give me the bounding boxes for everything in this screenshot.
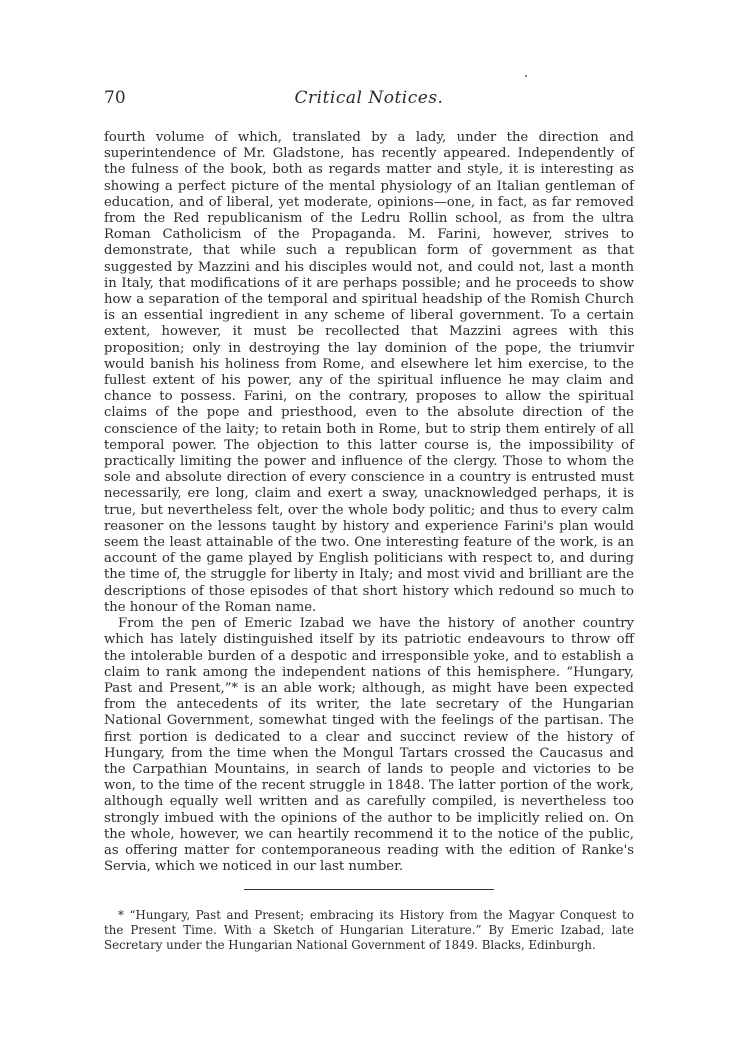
paragraph-hungary: From the pen of Emeric Izabad we have the history of another country which has lately distinguished itself by its patriotic endeavours to throw off the intolerable burden of a despotic and irresponsible yoke, and to establish a claim to rank among the independent nations of this hemisphere. “Hungary, Past and Present,”* is an able work; although, as might have been expected from the antecedents of its writer, the late secretary of the Hungarian National Government, somewhat tinged with the feelings of the partisan. The first portion is dedicated to a clear and succinct review of the history of Hungary, from the time when the Mongul Tartars crossed the Caucasus and the Carpathian Mountains, in search of lands to people and victories to be won, to the time of the recent struggle in 1848. The latter portion of the work, although equally well written and as carefully compiled, is nevertheless too strongly imbued with the opinions of the author to be implicitly relied on. On the whole, however, we can heartily recommend it to the notice of the public, as offering matter for contemporaneous reading with the edition of Ranke's Servia, which we noticed in our last number.	[104, 616, 634, 875]
print-speck	[525, 75, 527, 77]
page-number: 70	[104, 88, 126, 108]
footnote-rule	[244, 889, 494, 890]
running-head: Critical Notices.	[294, 88, 444, 108]
page-header	[104, 86, 634, 116]
body-text	[104, 130, 634, 875]
paragraph-farini: fourth volume of which, translated by a lady, under the direction and superintendence of Mr. Gladstone, has recently appeared. Independently of the fulness of the book, both as regards matter and style, it is interesting as showing a perfect picture of the mental physiology of an Italian gentleman of education, and of liberal, yet moderate, opinions—one, in fact, as far removed from the Red republicanism of the Ledru Rollin school, as from the ultra Roman Catholicism of the Propaganda. M. Farini, however, strives to demonstrate, that while such a republican form of government as that suggested by Mazzini and his disciples would not, and could not, last a month in Italy, that modifications of it are perhaps possible; and he proceeds to show how a separation of the temporal and spiritual headship of the Romish Church is an essential ingredient in any scheme of liberal government. To a certain extent, however, it must be recollected that Mazzini agrees with this proposition; only in destroying the lay dominion of the pope, the triumvir would banish his holiness from Rome, and elsewhere let him exercise, to the fullest extent of his power, any of the spiritual influence he may claim and chance to possess. Farini, on the contrary, proposes to allow the spiritual claims of the pope and priesthood, even to the absolute direction of the conscience of the laity; to retain both in Rome, but to strip them entirely of all temporal power. The objection to this latter course is, the impossibility of practically limiting the power and influence of the clergy. Those to whom the sole and absolute direction of every conscience in a country is entrusted must necessarily, ere long, claim and exert a sway, unacknowledged perhaps, it is true, but nevertheless felt, over the whole body politic; and thus to every calm reasoner on the lessons taught by history and experience Farini's plan would seem the least attainable of the two. One interesting feature of the work, is an account of the game played by English politicians with respect to, and during the time of, the struggle for liberty in Italy; and most vivid and brilliant are the descriptions of those episodes of that short history which redound so much to the honour of the Roman name.	[104, 130, 634, 615]
footnote: * “Hungary, Past and Present; embracing its History from the Magyar Conquest to the Present Time. With a Sketch of Hungarian Literature.” By Emeric Izabad, late Secretary under the Hungarian National Government of 1849. Blacks, Edinburgh.	[104, 908, 634, 952]
